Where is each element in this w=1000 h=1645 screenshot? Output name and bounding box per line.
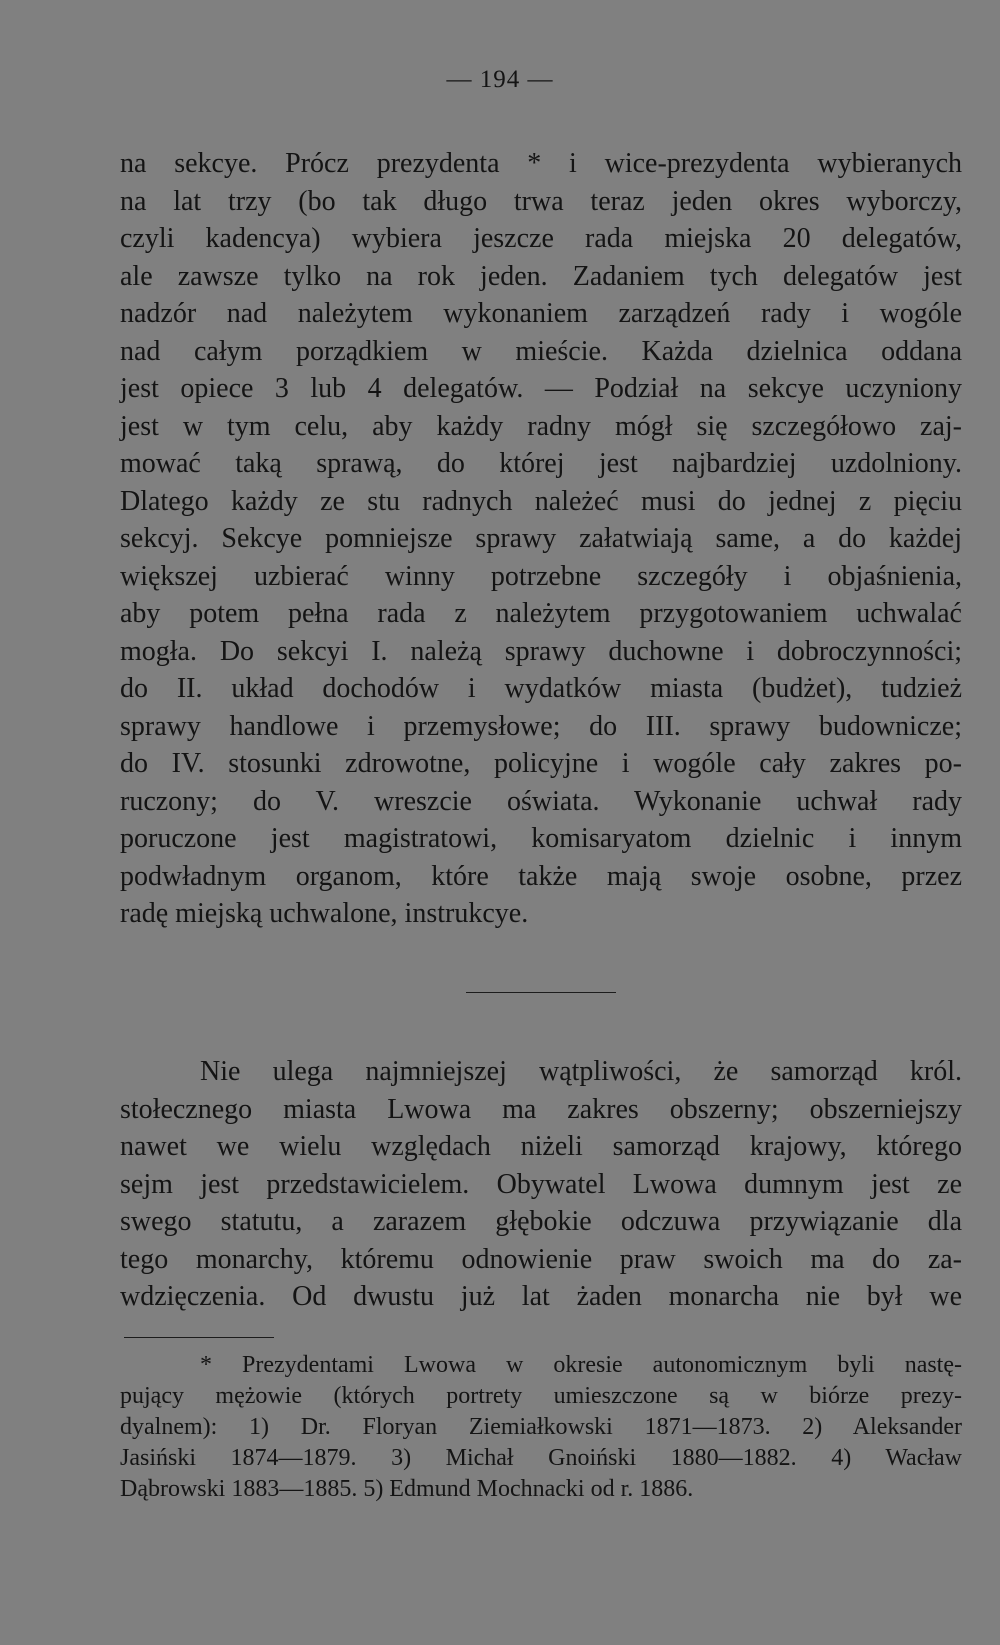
text-line: sprawy handlowe i przemysłowe; do III. sprawy budownicze; (120, 710, 962, 742)
text-line: nad całym porządkiem w mieście. Każda dzielnica oddana (120, 335, 962, 367)
text-line: sekcyj. Sekcye pomniejsze sprawy załatwiają same, a do każdej (120, 523, 962, 554)
footnote-line: * Prezydentami Lwowa w okresie autonomicznym byli nastę- (200, 1352, 962, 1378)
footnote-line: Jasiński 1874—1879. 3) Michał Gnoiński 1880—1882. 4) Wacław (120, 1445, 962, 1471)
footnote-line: pujący mężowie (których portrety umieszczone są w biórze prezy- (120, 1383, 962, 1409)
text-line: jest opiece 3 lub 4 delegatów. — Podział na sekcye uczyniony (120, 373, 962, 404)
text-line: ale zawsze tylko na rok jeden. Zadaniem tych delegatów jest (120, 260, 962, 292)
text-line: ruczony; do V. wreszcie oświata. Wykonanie uchwał rady (120, 785, 962, 817)
text-line: nawet we wielu względach niżeli samorząd krajowy, którego (120, 1131, 962, 1162)
section-separator (466, 992, 616, 993)
paragraph-1 (120, 145, 962, 933)
text-line: do IV. stosunki zdrowotne, policyjne i wogóle cały zakres po- (120, 748, 962, 779)
footnote-rule (124, 1337, 274, 1338)
text-line: sejm jest przedstawicielem. Obywatel Lwowa dumnym jest ze (120, 1168, 962, 1200)
footnote (120, 1350, 962, 1505)
text-line: Dlatego każdy ze stu radnych należeć musi do jednej z pięciu (120, 485, 962, 517)
text-line: czyli kadencya) wybiera jeszcze rada miejska 20 delegatów, (120, 223, 962, 254)
text-line: jest w tym celu, aby każdy radny mógł się szczegółowo zaj- (120, 410, 962, 442)
text-line: poruczone jest magistratowi, komisaryatom dzielnic i innym (120, 823, 962, 854)
text-line: radę miejską uchwalone, instrukcye. (120, 898, 529, 929)
text-line: mogła. Do sekcyi I. należą sprawy duchowne i dobroczynności; (120, 635, 962, 667)
text-line: stołecznego miasta Lwowa ma zakres obszerny; obszerniejszy (120, 1093, 962, 1125)
text-line: na sekcye. Prócz prezydenta * i wice-prezydenta wybieranych (120, 148, 962, 179)
text-line: na lat trzy (bo tak długo trwa teraz jeden okres wyborczy, (120, 185, 962, 217)
text-line: swego statutu, a zarazem głębokie odczuwa przywiązanie dla (120, 1206, 962, 1237)
text-line: nadzór nad należytem wykonaniem zarządzeń rady i wogóle (120, 298, 962, 329)
text-line: podwładnym organom, które także mają swoje osobne, przez (120, 860, 962, 892)
text-line: mować taką sprawą, do której jest najbardziej uzdolniony. (120, 448, 962, 479)
text-line: do II. układ dochodów i wydatków miasta (budżet), tudzież (120, 673, 962, 704)
footnote-line: Dąbrowski 1883—1885. 5) Edmund Mochnacki od r. 1886. (120, 1476, 694, 1502)
text-line: większej uzbierać winny potrzebne szczegóły i objaśnienia, (120, 560, 962, 592)
text-line: wdzięczenia. Od dwustu już lat żaden monarcha nie był we (120, 1281, 962, 1312)
paragraph-2 (120, 1053, 962, 1316)
text-line: aby potem pełna rada z należytem przygotowaniem uchwalać (120, 598, 962, 629)
text-line: Nie ulega najmniejszej wątpliwości, że samorząd król. (200, 1056, 962, 1087)
text-line: tego monarchy, któremu odnowienie praw swoich ma do za- (120, 1243, 962, 1275)
page-number: — 194 — (446, 66, 554, 93)
footnote-line: dyalnem): 1) Dr. Floryan Ziemiałkowski 1871—1873. 2) Aleksander (120, 1414, 962, 1440)
